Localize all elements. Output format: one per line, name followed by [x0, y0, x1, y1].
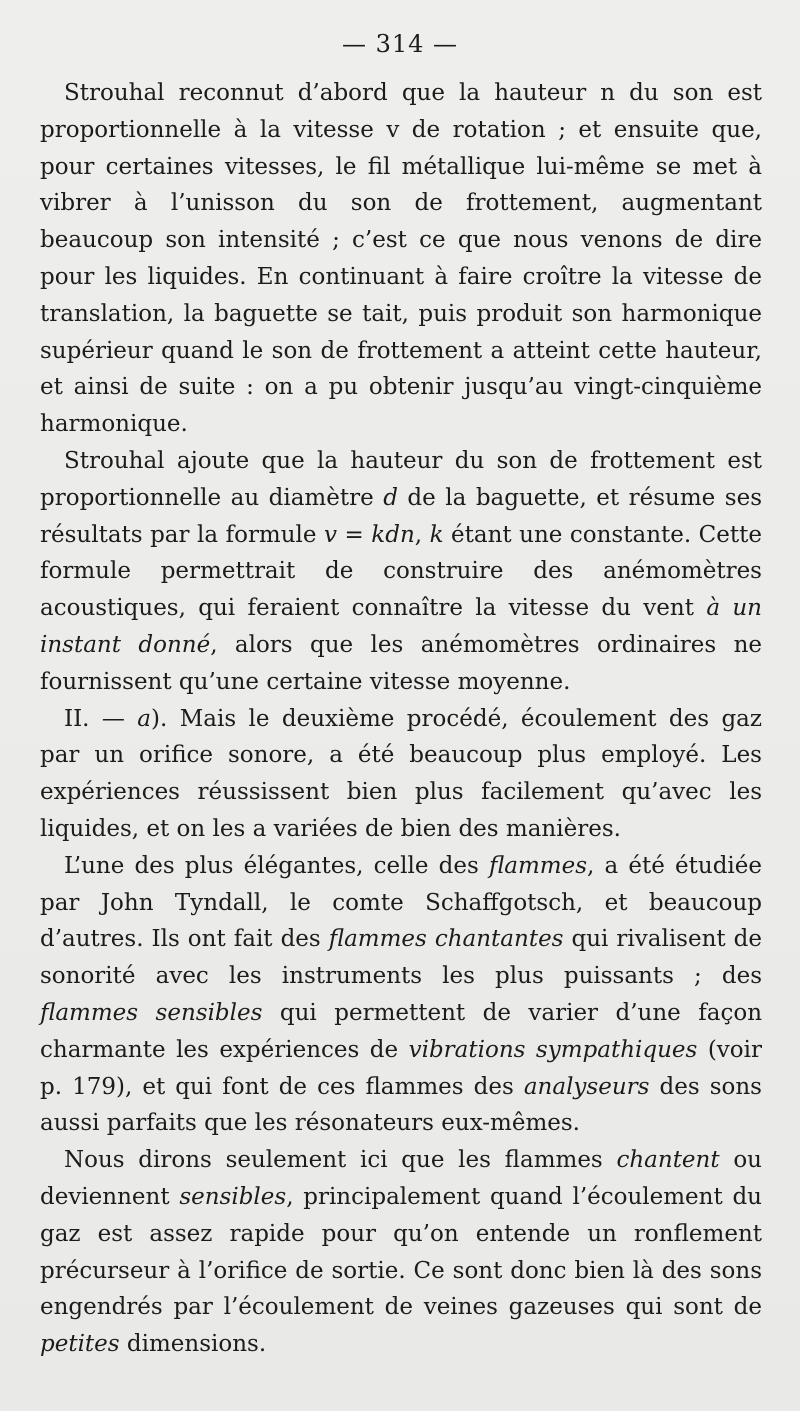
text-run: II. —	[64, 705, 138, 732]
page-number: — 314 —	[341, 30, 459, 58]
italic-phrase: flammes chantantes	[328, 926, 564, 953]
italic-letter: a	[137, 705, 152, 732]
text-run: L’une des plus élégantes, celle des	[64, 852, 489, 879]
paragraph-flames	[40, 848, 762, 1142]
italic-phrase: à un instant donné	[40, 595, 762, 658]
paragraph-strouhal-formula	[40, 443, 762, 701]
paragraph-strouhal-rotation: Strouhal reconnut d’abord que la hauteur n du son est proportionnelle à la vitesse v de rotation ; et ensuite que, pour certaines vitesses, le fil métallique lui-même se met à vibrer à l’unisson du son de frottement, augmentant beaucoup son intensité ; c’est ce que nous venons de dire pour les liquides. En continuant à faire croître la vitesse de translation, la baguette se tait, puis produit son harmonique supérieur quand le son de frottement a atteint cette hauteur, et ainsi de suite : on a pu obtenir jusqu’au vingt-cinquième harmonique.	[40, 80, 762, 438]
text-run: (voir p. 179), et qui font de ces flammes des	[40, 1036, 762, 1100]
paragraph-singing-flames	[40, 1142, 762, 1363]
text-run: étant une constante. Cette formule permettrait de construire des anémomètres acoustiques, qui feraient connaître la vitesse du vent	[40, 521, 762, 622]
text-run: ,	[414, 521, 430, 548]
italic-phrase: chantent	[616, 1147, 720, 1174]
italic-variable: k	[429, 521, 444, 548]
text-run: , a été étudiée par John Tyndall, le comte Schaffgotsch, et beaucoup d’autres. Ils ont fait des	[40, 852, 763, 953]
text-run: , alors que les anémomètres ordinaires ne fournissent qu’une certaine vitesse moyenne.	[40, 631, 762, 695]
text-run: qui rivalisent de sonorité avec les instruments les plus puissants ; des	[40, 926, 763, 990]
italic-phrase: flammes	[488, 852, 588, 879]
formula: v = kdn	[324, 521, 415, 548]
italic-phrase: petites	[40, 1331, 120, 1358]
italic-phrase: vibrations sympathiques	[408, 1036, 698, 1063]
body-text	[40, 75, 762, 1363]
text-run: de la baguette, et résume ses résultats par la formule	[40, 484, 762, 548]
paragraph-second-procedure	[40, 701, 762, 848]
text-run: Nous dirons seulement ici que les flammes	[64, 1147, 617, 1174]
text-run: ). Mais le deuxième procédé, écoulement des gaz par un orifice sonore, a été beaucoup plus employé. Les expériences réussissent bien plus facilement qu’avec les liquides, et on les a variées de bien des manières.	[40, 705, 762, 842]
text-run: des sons aussi parfaits que les résonateurs eux-mêmes.	[40, 1073, 762, 1137]
text-run: ou deviennent	[40, 1147, 762, 1210]
text-run: Strouhal ajoute que la hauteur du son de frottement est proportionnelle au diamètre	[40, 447, 762, 511]
italic-variable: d	[383, 484, 398, 511]
text-run: , principalement quand l’écoulement du gaz est assez rapide pour qu’on entende un ronflement précurseur à l’orifice de sortie. Ce sont donc bien là des sons engendrés par l’écoulement de veines gazeuses qui sont de	[40, 1183, 762, 1321]
italic-phrase: analyseurs	[523, 1073, 650, 1100]
text-run: dimensions.	[119, 1331, 267, 1358]
italic-phrase: flammes sensibles	[40, 999, 263, 1026]
italic-phrase: sensibles	[179, 1183, 287, 1210]
text-run: qui permettent de varier d’une façon charmante les expériences de	[40, 999, 763, 1063]
